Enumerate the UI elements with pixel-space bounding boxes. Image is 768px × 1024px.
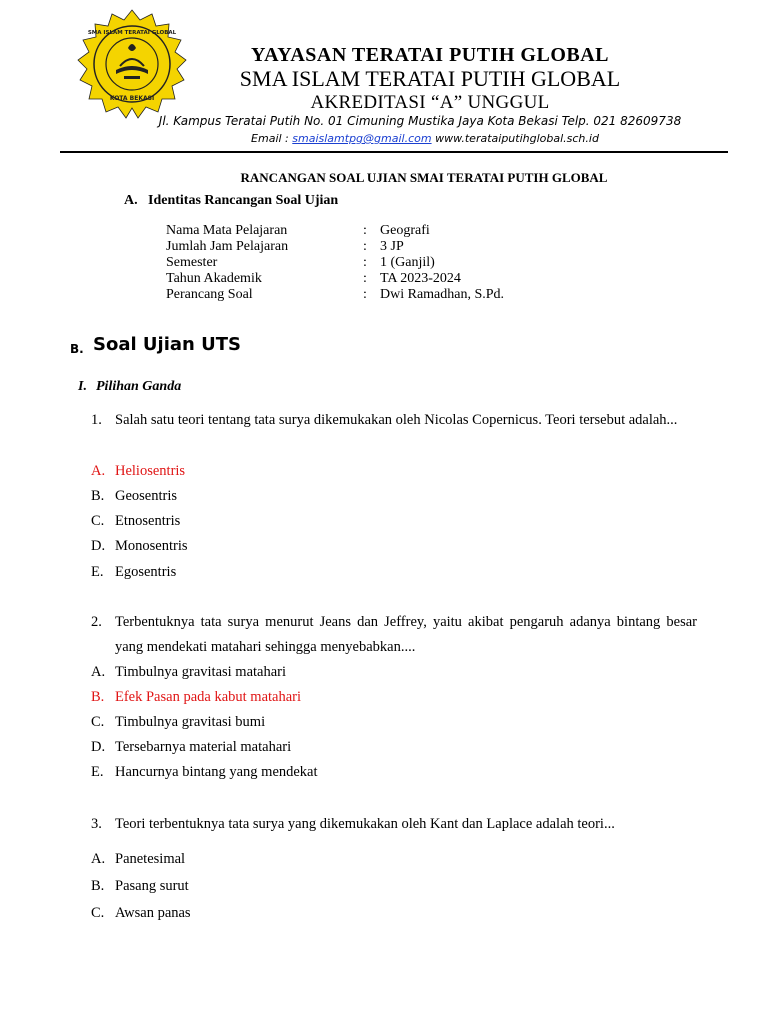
accreditation: AKREDITASI “A” UNGGUL <box>310 92 550 113</box>
part-heading <box>78 379 181 395</box>
question-2 <box>91 610 697 660</box>
identity-row <box>166 287 504 303</box>
identity-value: 3 JP <box>380 239 404 254</box>
q1-option-a <box>91 463 185 480</box>
q1-option-d <box>91 538 188 555</box>
q2-option-a <box>91 664 286 681</box>
identity-key: Perancang Soal <box>166 287 253 302</box>
logo-text-bottom: KOTA BEKASI <box>109 95 155 102</box>
section-a-heading <box>124 193 338 209</box>
identity-value: TA 2023-2024 <box>380 271 461 286</box>
option-text: Timbulnya gravitasi matahari <box>115 664 287 680</box>
option-text: Monosentris <box>115 538 188 554</box>
question-text: Salah satu teori tentang tata surya dikemukakan oleh Nicolas Copernicus. Teori tersebut adalah... <box>115 412 678 428</box>
identity-value: Dwi Ramadhan, S.Pd. <box>380 287 505 302</box>
question-text: Terbentuknya tata surya menurut Jeans dan Jeffrey, yaitu akibat pengaruh adanya bintang besar yang mendekati matahari sehingga menyebabkan.... <box>115 614 697 655</box>
q3-option-c <box>91 905 191 922</box>
question-3 <box>91 812 697 837</box>
identity-sep: : <box>363 223 367 238</box>
section-a-title: Identitas Rancangan Soal Ujian <box>148 193 339 208</box>
identity-row <box>166 271 461 287</box>
website-link[interactable]: www.terataiputihglobal.sch.id <box>435 132 599 145</box>
question-number: 2. <box>91 614 102 630</box>
identity-key: Tahun Akademik <box>166 271 262 286</box>
option-text: Tersebarnya material matahari <box>115 739 292 755</box>
option-letter: C. <box>91 714 105 730</box>
q1-option-b <box>91 488 177 505</box>
option-letter: C. <box>91 905 105 921</box>
part-letter: I. <box>78 379 87 394</box>
contact-line <box>190 132 660 145</box>
q2-option-b <box>91 689 301 706</box>
identity-sep: : <box>363 287 367 302</box>
identity-sep: : <box>363 239 367 254</box>
option-letter: B. <box>91 689 105 705</box>
option-text: Awsan panas <box>115 905 191 921</box>
school-logo <box>76 8 188 120</box>
option-text: Panetesimal <box>115 851 186 867</box>
document-title: RANCANGAN SOAL UJIAN SMAI TERATAI PUTIH GLOBAL <box>240 170 608 185</box>
option-text: Hancurnya bintang yang mendekat <box>115 764 318 780</box>
school-address: Jl. Kampus Teratai Putih No. 01 Cimuning Mustika Jaya Kota Bekasi Telp. 021 82609738 <box>158 114 682 128</box>
option-text: Egosentris <box>115 564 177 580</box>
q1-option-e <box>91 564 176 581</box>
identity-row <box>166 239 404 255</box>
identity-row <box>166 255 435 271</box>
question-number: 3. <box>91 816 102 832</box>
q3-option-b <box>91 878 189 895</box>
option-letter: D. <box>91 739 106 755</box>
q2-option-e <box>91 764 318 781</box>
identity-sep: : <box>363 271 367 286</box>
option-text: Timbulnya gravitasi bumi <box>115 714 266 730</box>
identity-sep: : <box>363 255 367 270</box>
identity-key: Jumlah Jam Pelajaran <box>166 239 289 254</box>
option-letter: D. <box>91 538 106 554</box>
option-letter: A. <box>91 851 106 867</box>
identity-key: Semester <box>166 255 218 270</box>
option-letter: E. <box>91 564 104 580</box>
q2-option-c <box>91 714 265 731</box>
section-b-letter: B. <box>70 342 84 356</box>
email-link[interactable]: smaislamtpg@gmail.com <box>292 132 432 145</box>
section-b-title: Soal Ujian UTS <box>93 334 241 355</box>
part-title: Pilihan Ganda <box>96 379 182 394</box>
question-1 <box>91 408 697 433</box>
identity-row <box>166 223 430 239</box>
option-letter: A. <box>91 463 106 479</box>
option-letter: A. <box>91 664 106 680</box>
q1-option-c <box>91 513 180 530</box>
identity-value: Geografi <box>380 223 430 238</box>
option-text: Geosentris <box>115 488 178 504</box>
option-letter: C. <box>91 513 105 529</box>
option-letter: E. <box>91 764 104 780</box>
foundation-name: YAYASAN TERATAI PUTIH GLOBAL <box>251 44 609 66</box>
option-text: Pasang surut <box>115 878 189 894</box>
option-text: Etnosentris <box>115 513 181 529</box>
question-number: 1. <box>91 412 102 428</box>
q2-option-d <box>91 739 291 756</box>
header-divider <box>60 151 728 153</box>
identity-key: Nama Mata Pelajaran <box>166 223 288 238</box>
question-text: Teori terbentuknya tata surya yang dikemukakan oleh Kant dan Laplace adalah teori... <box>115 816 615 832</box>
q3-option-a <box>91 851 185 868</box>
identity-value: 1 (Ganjil) <box>380 255 435 270</box>
option-letter: B. <box>91 488 105 504</box>
option-text: Efek Pasan pada kabut matahari <box>115 689 302 705</box>
section-a-letter: A. <box>124 193 138 208</box>
email-label: Email : <box>251 132 289 145</box>
logo-text-top: SMA ISLAM TERATAI GLOBAL <box>87 30 177 36</box>
option-text: Heliosentris <box>115 463 186 479</box>
option-letter: B. <box>91 878 105 894</box>
school-name: SMA ISLAM TERATAI PUTIH GLOBAL <box>239 66 621 91</box>
